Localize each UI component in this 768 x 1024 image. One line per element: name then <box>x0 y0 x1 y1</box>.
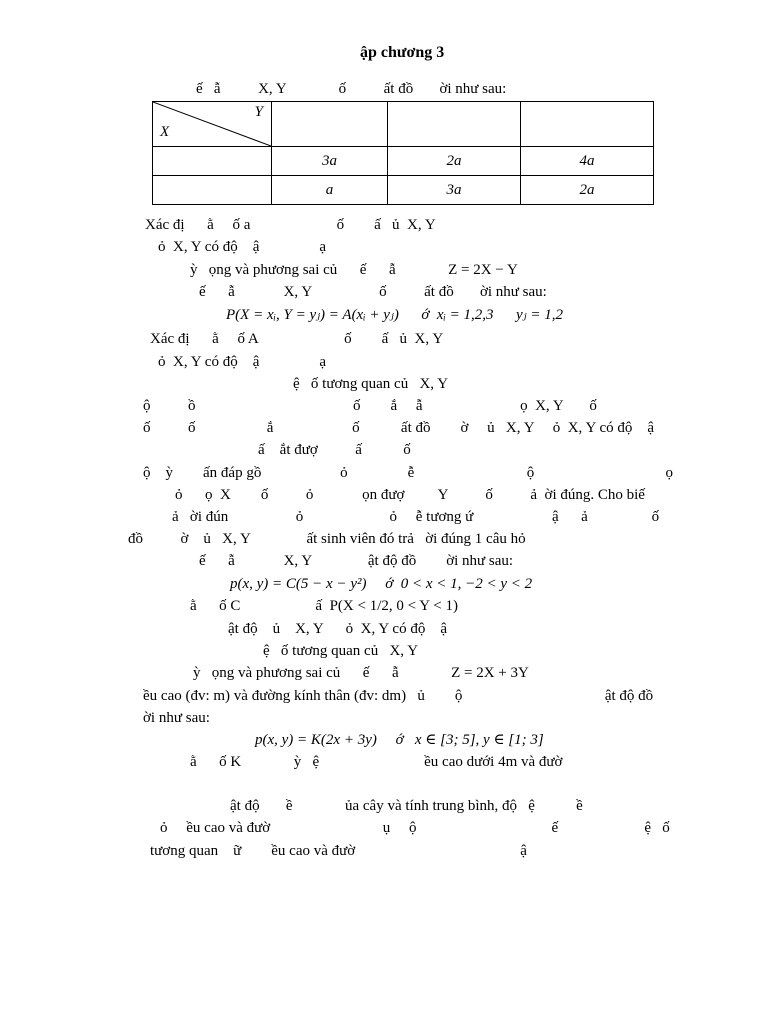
text-line: Xác đị ằ ố A ố ấ ủ X, Y <box>150 331 444 347</box>
text-line: ệ ố tương quan củ X, Y <box>293 376 449 392</box>
text-line: ều cao (đv: m) và đường kính thân (đv: dm) ủ ộ ật độ đồ <box>143 688 654 704</box>
text-line: ộ ồ ố ắ ẫ ọ X, Y ố <box>143 398 597 414</box>
table-row <box>153 147 654 176</box>
corner-y-label: Y <box>254 104 263 120</box>
text-line: tương quan ữ ều cao và đườ ậ <box>150 843 527 859</box>
text-line: ằ ố K ỳ ệ ều cao dưới 4m và đườ <box>190 754 563 770</box>
text-line: ỳ ọng và phương sai củ ế ẫ Z = 2X + 3Y <box>193 665 529 681</box>
text-line: ật độ ủ X, Y ỏ X, Y có độ ậ <box>228 621 447 637</box>
diagonal-line <box>153 102 271 146</box>
text-line: ệ ố tương quan củ X, Y <box>263 643 419 659</box>
probability-table <box>152 101 654 205</box>
page-title: ập chương 3 <box>360 44 445 61</box>
row-label-cell <box>153 176 272 205</box>
text-line: ỏ ọ X ố ỏ ọn đượ Y ố ả ời đúng. Cho biế <box>175 487 645 503</box>
text-line: ố ố ắ ố ất đồ ờ ủ X, Y ỏ X, Y có độ ậ <box>143 420 655 436</box>
text-line: ỳ ọng và phương sai củ ế ẫ Z = 2X − Y <box>190 262 518 278</box>
header-cell <box>272 102 388 147</box>
formula-line: P(X = xᵢ, Y = yⱼ) = A(xᵢ + yⱼ) ớ xᵢ = 1,2,3 yⱼ = 1,2 <box>226 307 563 323</box>
value-cell: 3a <box>272 147 388 176</box>
corner-x-label: X <box>160 124 170 140</box>
text-line: ằ ố C ấ P(X < 1/2, 0 < Y < 1) <box>190 598 459 614</box>
table-row <box>153 176 654 205</box>
text-line: ỏ X, Y có độ ậ ạ <box>158 354 327 370</box>
text-line: ả ời đún ỏ ỏ ễ tương ứ ậ ả ố <box>172 509 660 525</box>
value-cell: 3a <box>388 176 521 205</box>
formula-line: p(x, y) = C(5 − x − y²) ớ 0 < x < 1, −2 < y < 2 <box>230 576 533 592</box>
header-cell <box>388 102 521 147</box>
value-cell: 2a <box>521 176 654 205</box>
text-line: Xác đị ằ ố a ố ấ ủ X, Y <box>145 217 436 233</box>
table-corner-cell <box>153 102 272 147</box>
row-label-cell <box>153 147 272 176</box>
value-cell: a <box>272 176 388 205</box>
text-line: ỏ ều cao và đườ ụ ộ ế ệ ố <box>160 820 670 836</box>
formula-line: p(x, y) = K(2x + 3y) ớ x ∈ [3; 5], y ∈ [1; 3] <box>255 732 544 748</box>
text-line: ỏ X, Y có độ ậ ạ <box>158 239 327 255</box>
text-line: ộ ỳ ấn đáp gồ ỏ ễ ộ ọ <box>143 465 673 481</box>
intro-line: ế ẫ X, Y ố ất đồ ời như sau: <box>196 81 507 97</box>
value-cell: 4a <box>521 147 654 176</box>
text-line: ật độ ề ủa cây và tính trung bình, độ ệ ề <box>230 798 583 814</box>
text-line: ế ẫ X, Y ố ất đồ ời như sau: <box>199 284 547 300</box>
text-line: ế ẫ X, Y ật độ đồ ời như sau: <box>199 553 514 569</box>
text-line: ấ ắt đượ ấ ố <box>258 442 411 458</box>
text-line: ời như sau: <box>143 710 210 726</box>
header-cell <box>521 102 654 147</box>
value-cell: 2a <box>388 147 521 176</box>
text-line: đồ ờ ủ X, Y ất sinh viên đó trả ời đúng 1 câu hỏ <box>128 531 526 547</box>
